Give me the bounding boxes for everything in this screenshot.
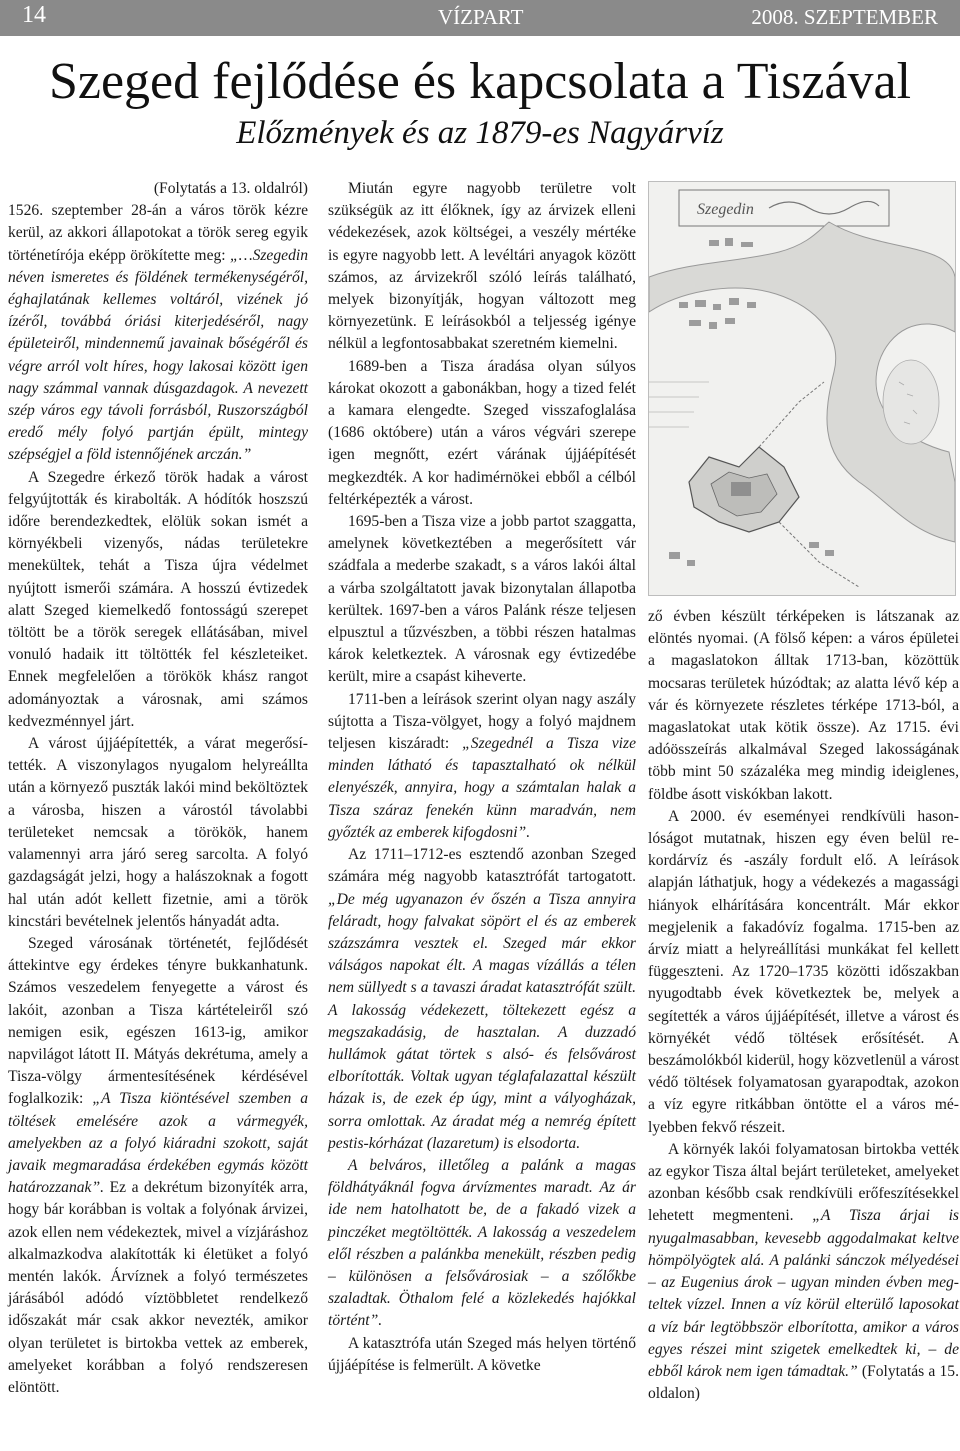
paragraph: Miután egyre nagyobb területre volt szükségük az itt élőknek, így az árvizek elleni védekezések, azok költségei, a veszély mértéke is egyre nagyobb lett. A levéltári anyagok között számos, az árvizekről szóló leírás található, melyek bizonyítják, hogyan változott meg környezetünk. E leírásokból a teljesség igénye nélkül a legfontosabbakat szeretném kiemelni. bbox=[328, 180, 636, 353]
continued-from-note: (Folytatás a 13. oldalról) bbox=[153, 180, 308, 197]
paragraph: A katasztrófa után Szeged más helyen történő újjáépítése is felmerült. A követke bbox=[328, 1334, 636, 1374]
paragraph: 1711-ben a leírások szerint olyan nagy aszály sújtotta a Tisza-völgyet, hogy a folyó majdnem teljesen kiszáradt: „Szegednél a Tisza vize minden látható és tapasztalható ok nélkül elenyészék, annyira, hogy a számtalan halak a Tisza száraz fenekén künn maradván, nem győzték az emberek kifogdosni”. bbox=[328, 690, 636, 841]
page-header bbox=[0, 0, 960, 36]
quote: „Szegednél a Tisza vize minden látható és tapasztalható ok nélkül elenyészék, annyira, hogy a számtalan halak a Tisza száraz fenekén künn maradván, nem győzték az emberek kifogdosni”. bbox=[328, 735, 636, 841]
quote: „A Tisza árjai is nyugalmasabban, kevesebb aggodalmakat keltve hömpölyögtek alá. A palánki sánczok mélyedései – az Eugenius árok – ugyan minden évben megteltek vízzel. Innen a víz körül elterülő laposokat a víz bár legtöbbször elborította, amikor a város egyes részei mint szigetek emelkedtek ki, – de ebből károk nem igen támadtak.” bbox=[648, 1207, 959, 1380]
continued-on-note: (Folytatás a 15. oldalon) bbox=[648, 1362, 959, 1403]
paragraph: A környék lakói folyamatosan birtokba vették az egykor Tisza által bejárt területeket, amelyeket azonban később csak rendkívüli erőfeszítésekkel lehetett megmenteni. „A Tisza árjai is nyugalmasabban, kevesebb aggodalmakat keltve hömpölyögtek alá. A palánki sánczok mélyedései – az Eugenius árok – ugyan minden évben megteltek vízzel. Innen a víz körül elterülő laposokat a víz bár legtöbbször elborította, amikor a város egyes részei mint szigetek emelkedtek ki, – de ebből károk nem igen támadtak.” (Folytatás a 15. oldalon) bbox=[648, 1140, 959, 1403]
magazine-name: VÍZPART bbox=[438, 5, 524, 29]
paragraph: 1689-ben a Tisza áradása olyan súlyos károkat okozott a gabonákban, hogy a tized felét a kamara elengedte. Szeged visszafoglalása (1686 októbere) után a város végvári szerepe igen megnőtt, ezért várának újjáépítését megkezdték. A kor hadimérnökei ebből a célból feltérképezték a várost. bbox=[328, 357, 636, 508]
text-column-1 bbox=[8, 178, 308, 1399]
paragraph: ző évben készült térképeken is látszanak az elöntés nyomai. (A fölső képen: a város épületei a magaslatokon álltak 1713-ban, közöttük mocsaras területek húzódtak; az alatta lévő kép a vár és környezete részletes térképe 1713-ból, a magaslatokat utak kötik össze). Az 1715. évi adóösszeírás alkalmával Szeged lakosságának több mint 50 százaléka meg mindig ideiglenes, földbe ásott viskókban lakott. bbox=[648, 608, 959, 803]
page-number: 14 bbox=[22, 2, 46, 28]
paragraph: Szeged városának történetét, fejlődését áttekintve egy érdekes tényre bukkanhatunk. Számos veszedelem fenyegette a várost és lakóit, azonban a Tisza kártételeiről szó nemigen esik, egészen 1613-ig, amikor napvilágot látott II. Mátyás dekrétuma, amely a Tisza-völgy ármentesítésének kérdésével foglalkozik: „A Tisza kiöntésével szemben a töltések emelésére azok a vármegyék, amelyekben az a folyó kiáradni szokott, saját javaik megmaradása érdekében egymás között határozzanak”. Ez a dekrétum bizonyíték arra, hogy bár korábban is voltak a folyónak árvizei, azok ellen nem védekeztek, mivel a vízjáráshoz alkalmazkodva alakították ki életüket a folyó mentén lakók. Árvíznek a folyó természetes járásából adódó víztöbbletet rendelkező időszakát már csak akkor nevezték, amikor olyan területet is birtokba vettek az emberek, amelyeket korábban a folyó rendszeresen elöntött. bbox=[8, 934, 308, 1396]
text-column-3 bbox=[648, 606, 959, 1405]
svg-text:Szegedin: Szegedin bbox=[697, 201, 754, 218]
issue-date: 2008. SZEPTEMBER bbox=[751, 5, 938, 29]
quote: A belváros, illetőleg a palánk a magas földhátyáknál fogva árvízmentes maradt. Az ár ide nem hatolhatott be, de a fakadó vizek a pinczéket megtöltötték. A lakosság a veszedelem elől részben a palánkba menekült, részben pedig – különösen a felsővárosiak – a szőlőkbe szaladtak. Öthalom felé a közlekedés hajókkal történt”. bbox=[328, 1156, 636, 1330]
article-subtitle: Előzmények és az 1879-es Nagyárvíz bbox=[236, 115, 724, 151]
paragraph: A Szegedre érkező török hadak a várost felgyújtották és kirabolták. A hódítók hoszszú időre berendezkedtek, elölük sokan ismét a környékbeli vizenyős, nádas területekre menekültek, tehát a Tisza újra védelmet nyújtott ismerői számára. A hosszú évtizedek alatt Szeged kiemelkedő fontosságú szerepet töltött be a török seregek ellátásában, mivel vonuló hadaik itt töltötték fel készleteiket. Ennek megfelelően a törökök khász rangot adományoztak a városnak, ami számos kedvezménnyel járt. bbox=[8, 468, 308, 730]
paragraph: 1695-ben a Tisza vize a jobb partot szaggatta, amelynek következtében a megerősített vár szádfala a mederbe szakadt, s a város lakói által a várba szolgáltatott javak bizonytalan állapotba kerültek. 1697-ben a város Palánk része teljesen elpusztul a tűzvészben, a többi részen hatalmas károk keletkeztek. A városnak egy évtizedébe került, mire a csapást kiheverte. bbox=[328, 513, 636, 686]
paragraph: Az 1711–1712-es esztendő azonban Szeged számára még nagyobb katasztrófát tartogatott. „De még ugyanazon év őszén a Tisza annyira feláradt, hogy falvakat söpört el és az emberek százszámra vesztek el. Szeged már ekkor válságos napokat élt. A magas vízállás a télen nem süllyedt s a tavaszi áradat katasztrófát szült. A lakosság védekezett, töltekezett egész a megszakadásig, de hasztalan. A duzzadó hullámok gátat törtek s alsó- és felsővárost elborították. Voltak ugyan téglafalazattal készült házak is, de ezek ép úgy, mint a vályogházak, sorra omlottak. Az áradat még a nemrég épített pestis-kórházat (lazaretum) is elsodorta. bbox=[328, 846, 636, 1152]
map-illustration bbox=[649, 182, 955, 595]
quote: „A Tisza kiöntésével szemben a töltések emelésére azok a vármegyék, amelyekben az a folyó kiáradni szokott, saját javaik megmaradása érdekében egymás között határozzanak”. bbox=[8, 1090, 308, 1197]
article-title: Szeged fejlődése és kapcsolata a Tiszával bbox=[48, 53, 912, 110]
paragraph: A 2000. év eseményei rendkívüli hasonlóságot mutatnak, hiszen egy éven belül rekordárvíz és -aszály fordult elő. A leírások alapján láthatjuk, hogy a védekezés a magassági hiányok elhárítására koncentrált. Már ekkor megjelenik a fakadóvíz fogalma. 1715-ben az árvíz miatt a helyreállítási munkákat fel kellett függeszteni. Az 1720–1735 közötti időszakban nyugodtabb évek következtek be, melyek a segítették a város újjáépítését, illetve a várost és környékét védő töltések erősítését. A beszámolókból kiderül, hogy közvetlenül a várost védő töltések folyamatosan gyarapodtak, azokon a víz egyre ritkábban öntötte el a város mélyebben fekvő részeit. bbox=[648, 807, 959, 1136]
paragraph: 1526. szeptember 28-án a város török kézre kerül, az akkori állapotokat a török sereg egyik történetírója eképp örökítette meg: „…Szegedin néven ismeretes és földének termékenységéről, éghajlatának kellemes voltáról, vizének jó ízéről, továbbá óriási kiterjedéséről, nagy épületeiről, mindennemű javainak bőségéről és végre arról volt híres, hogy lakosai között igen nagy számmal vannak dúsgazdagok. A nevezett szép város egy távoli forrásból, Ruszországból eredő mély folyó partján épült, mintegy szépségjel a föld istennőjének arczán.” bbox=[8, 202, 308, 464]
quote: „De még ugyanazon év őszén a Tisza annyira feláradt, hogy falvakat söpört el és az emberek százszámra vesztek el. Szeged már ekkor válságos napokat élt. A magas vízállás a télen nem süllyedt s a tavaszi áradat katasztrófát szült. A lakosság védekezett, töltekezett egész a megszakadásig, de hasztalan. A duzzadó hullámok gátat törtek s alsó- és felsővárost elborították. Voltak ugyan téglafalazattal készült házak is, de ezek ép úgy, mint a vályogházak, sorra omlottak. Az áradat még a nemrég épített pestis-kórházat (lazaretum) is elsodorta. bbox=[328, 890, 636, 1152]
quote: „…Szegedin néven ismeretes és földének termékenységéről, éghajlatának kellemes voltáról, vizének jó ízéről, továbbá óriási kiterjedéséről, nagy épületeiről, mindennemű javainak bőségéről és végre arról volt híres, hogy lakosai között igen nagy számmal vannak dúsgazdagok. A nevezett szép város egy távoli forrásból, Ruszországból eredő mély folyó partján épült, mintegy szépségjel a föld istennőjének arczán.” bbox=[8, 246, 308, 464]
paragraph bbox=[328, 1155, 636, 1333]
historical-map-image bbox=[648, 181, 956, 596]
text-column-2 bbox=[328, 178, 636, 1377]
paragraph: A várost újjáépítették, a várat megerősítették. A viszonylagos nyugalom helyreállta után a környező puszták lakói mind beköltöztek a városba, hiszen a várostól távolabbi területeket nemcsak a törökök, hanem valamennyi arra járó sereg sarcolta. A folyó gazdagságát jelzi, hogy a halászoknak a fogott hal után adót kellett fizetnie, ami a török kincstári bevételnek jelentős hányadát adta. bbox=[8, 735, 308, 930]
